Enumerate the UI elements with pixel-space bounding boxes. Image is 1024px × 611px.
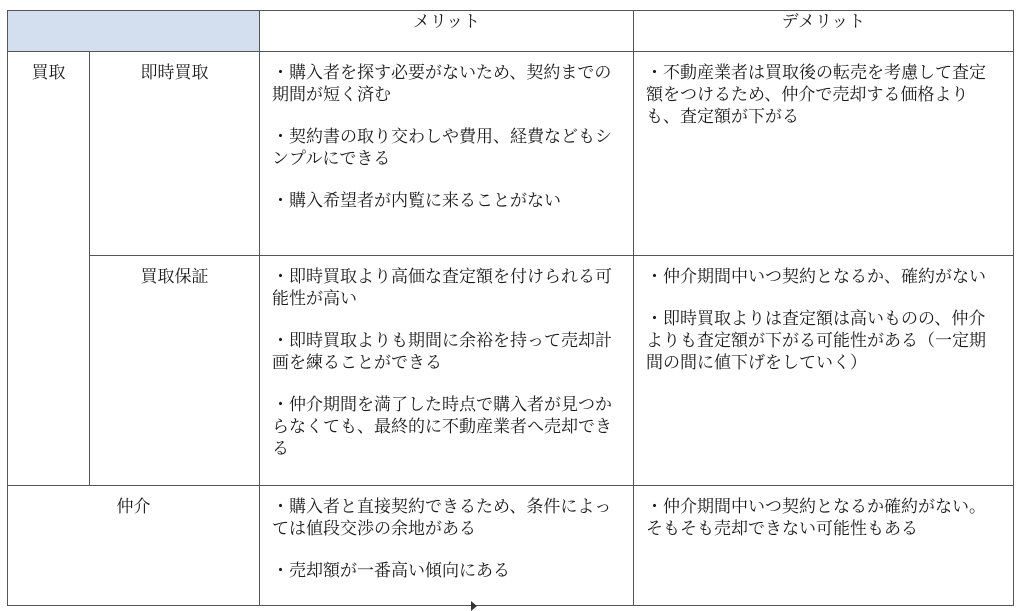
demerit-item: ・仲介期間中いつ契約となるか確約がない。そもそも売却できない可能性もある (646, 497, 986, 539)
merit-item: ・購入者と直接契約できるため、条件によっては値段交渉の余地がある (272, 497, 612, 539)
merits-cell (260, 486, 634, 606)
group-label-kaitori: 買取 (8, 52, 90, 486)
sub-label-kaitori-hosho: 買取保証 (90, 256, 260, 486)
merit-item: ・購入希望者が内覧に来ることがない (272, 191, 561, 211)
merit-item: ・売却額が一番高い傾向にある (272, 561, 510, 581)
table-row (8, 256, 1014, 486)
demerit-item: ・即時買取よりは査定額は高いものの、仲介よりも査定額が下がる可能性がある（一定期間の間に値下げをしていく） (646, 309, 986, 373)
header-row (8, 11, 1014, 52)
group-label-chukai: 仲介 (8, 486, 260, 606)
table-row (8, 486, 1014, 606)
demerits-cell (634, 52, 1014, 256)
demerit-item: ・仲介期間中いつ契約となるか、確約がない (646, 267, 986, 287)
sub-label-sokuji-kaitori: 即時買取 (90, 52, 260, 256)
comparison-table (7, 10, 1014, 606)
merit-item: ・即時買取よりも期間に余裕を持って売却計画を練ることができる (272, 331, 612, 373)
demerits-cell (634, 256, 1014, 486)
merits-cell (260, 256, 634, 486)
merit-item: ・即時買取より高価な査定額を付けられる可能性が高い (272, 267, 612, 309)
header-demerits: デメリット (634, 11, 1014, 52)
merit-item: ・仲介期間を満了した時点で購入者が見つからなくても、最終的に不動産業者へ売却できる (272, 395, 612, 459)
header-corner-cell (8, 11, 260, 52)
demerit-item: ・不動産業者は買取後の転売を考慮して査定額をつけるため、仲介で売却する価格よりも、査定額が下がる (646, 63, 986, 127)
merits-cell (260, 52, 634, 256)
demerits-cell (634, 486, 1014, 606)
merit-item: ・購入者を探す必要がないため、契約までの期間が短く済む (272, 63, 612, 105)
merit-item: ・契約書の取り交わしや費用、経費などもシンプルにできる (272, 127, 612, 169)
table-row (8, 52, 1014, 256)
header-merits: メリット (260, 11, 634, 52)
